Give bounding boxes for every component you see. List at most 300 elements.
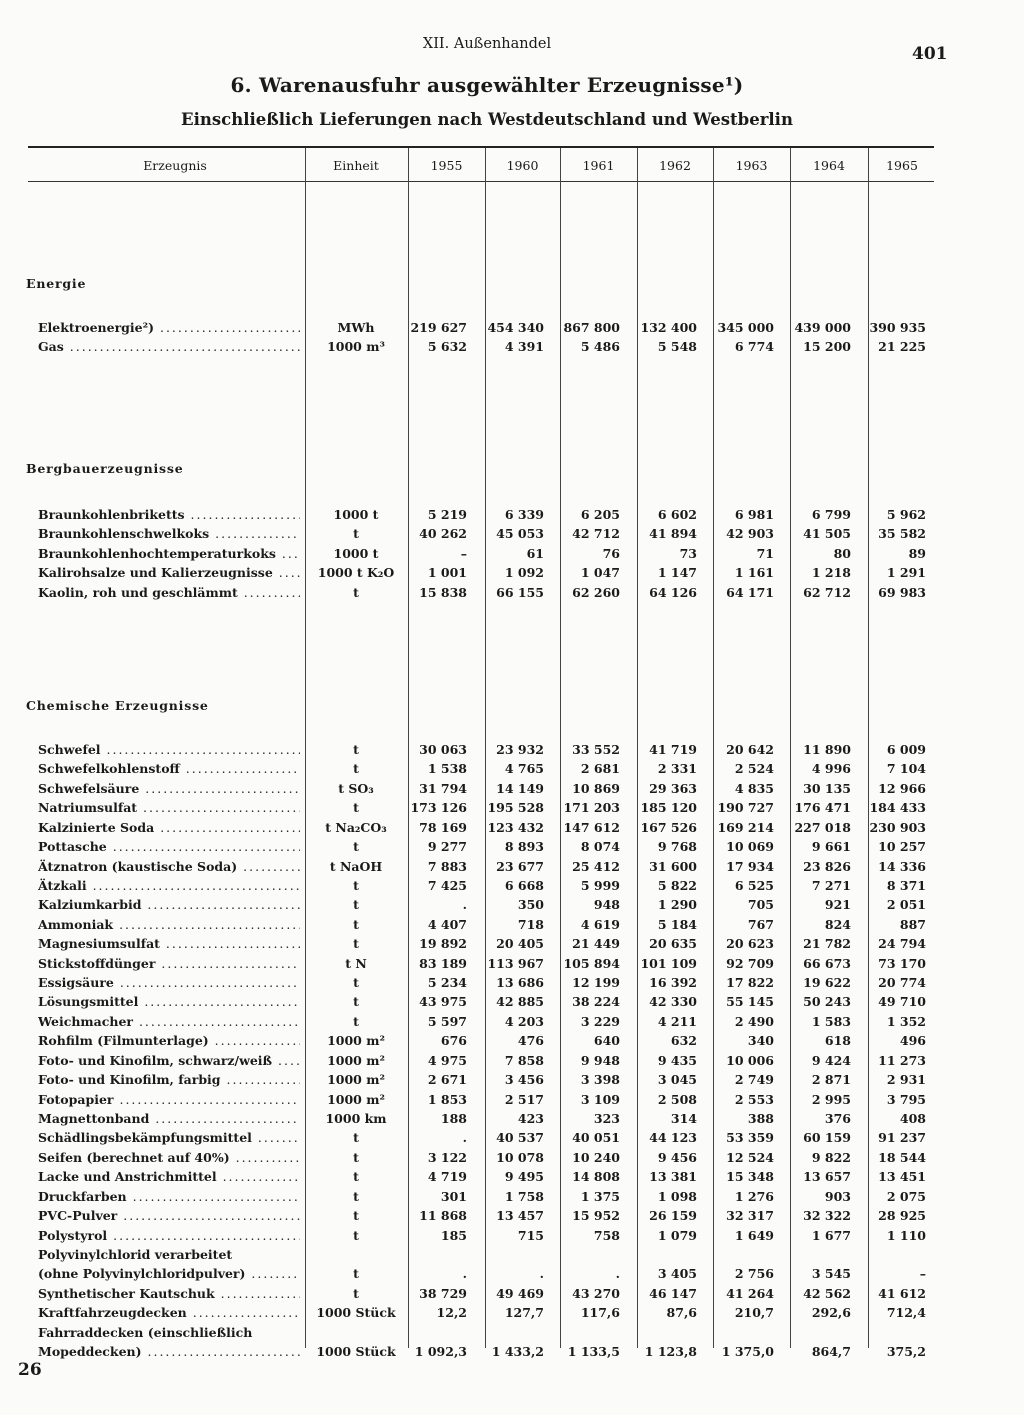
value-cell-1955: 30 063 (419, 742, 467, 757)
table-row (0, 837, 1024, 857)
value-cell-1960: 113 967 (487, 955, 544, 971)
value-cell-1962: 64 126 (649, 584, 697, 600)
value-cell-1955: 185 (440, 1227, 467, 1243)
value-cell-1965: 408 (899, 1110, 926, 1126)
value-cell-1961: 43 270 (572, 1285, 620, 1301)
value-cell-1963: 32 317 (726, 1208, 774, 1224)
row-label: (ohne Polyvinylchloridpulver) ..... (38, 1264, 300, 1284)
row-unit: t (353, 1227, 359, 1243)
value-cell-1962: 42 330 (649, 994, 697, 1010)
value-cell-1960: 4 765 (504, 761, 544, 777)
value-cell-1963: 41 264 (726, 1285, 774, 1301)
value-cell-1964: 32 322 (803, 1208, 851, 1224)
value-cell-1965: 2 075 (886, 1188, 926, 1204)
value-cell-1962: 31 600 (649, 858, 697, 874)
row-unit: t (353, 526, 359, 542)
value-cell-1955: 1 092,3 (414, 1344, 467, 1360)
value-cell-1955: 38 729 (419, 1285, 467, 1301)
table-row (0, 1051, 1024, 1071)
value-cell-1961: 33 552 (572, 742, 620, 757)
running-head: XII. Außenhandel (422, 36, 552, 52)
column-header-1963: 1963 (735, 158, 768, 173)
value-cell-1962: 5 822 (657, 877, 697, 893)
value-cell-1964: 1 677 (811, 1227, 851, 1243)
value-cell-1965: 7 104 (886, 761, 926, 777)
value-cell-1962: 632 (670, 1033, 697, 1049)
value-cell-1964: 13 657 (803, 1169, 851, 1185)
row-label: Polyvinylchlorid verarbeitet (38, 1246, 233, 1262)
table-row (0, 1226, 1024, 1246)
value-cell-1965: 49 710 (878, 994, 926, 1010)
value-cell-1962: 167 526 (640, 819, 697, 835)
value-cell-1961: 640 (593, 1033, 620, 1049)
value-cell-1964: 176 471 (794, 800, 851, 816)
row-unit: t (353, 994, 359, 1010)
value-cell-1962: 185 120 (640, 800, 697, 816)
value-cell-1965: 69 983 (878, 584, 926, 600)
value-cell-1965: 2 051 (886, 897, 926, 913)
value-cell-1964: 7 271 (811, 877, 851, 893)
value-cell-1955: 1 001 (427, 565, 467, 581)
table-row (0, 1245, 1024, 1265)
value-cell-1960: 1 092 (504, 565, 544, 581)
value-cell-1960: 20 405 (496, 936, 544, 952)
row-label: Braunkohlenhochtemperaturkoks ..... (38, 544, 300, 564)
value-cell-1962: 1 079 (657, 1227, 697, 1243)
row-label: PVC-Pulver ..... (38, 1206, 300, 1226)
value-cell-1955: 3 122 (427, 1149, 467, 1165)
row-unit: 1000 Stück (316, 1344, 396, 1360)
value-cell-1955: . (462, 1130, 467, 1146)
value-cell-1960: 9 495 (504, 1169, 544, 1185)
value-cell-1963: 705 (747, 897, 774, 913)
column-header-erzeugnis: Erzeugnis (143, 158, 207, 173)
column-header-1955: 1955 (430, 158, 463, 173)
row-unit: t (353, 800, 359, 816)
value-cell-1964: 80 (833, 545, 851, 561)
value-cell-1955: 1 853 (427, 1091, 467, 1107)
value-cell-1962: 3 405 (657, 1266, 697, 1282)
value-cell-1961: 1 133,5 (567, 1344, 620, 1360)
value-cell-1963: 2 553 (734, 1091, 774, 1107)
value-cell-1960: 1 758 (504, 1188, 544, 1204)
value-cell-1960: 715 (517, 1227, 544, 1243)
value-cell-1964: 618 (824, 1033, 851, 1049)
value-cell-1960: 66 155 (496, 584, 544, 600)
value-cell-1964: 9 822 (811, 1149, 851, 1165)
value-cell-1960: 40 537 (496, 1130, 544, 1146)
value-cell-1962: 41 719 (649, 742, 697, 757)
table-subtitle: Einschließlich Lieferungen nach Westdeutschland und Westberlin (181, 110, 793, 129)
row-label: Kraftfahrzeugdecken ..... (38, 1303, 300, 1323)
row-unit: 1000 t (333, 507, 379, 522)
value-cell-1955: 4 975 (427, 1052, 467, 1068)
value-cell-1955: 5 632 (427, 339, 467, 355)
value-cell-1964: 60 159 (803, 1130, 851, 1146)
value-cell-1955: 12,2 (436, 1305, 467, 1321)
column-header-1962: 1962 (659, 158, 691, 173)
row-unit: t (353, 1130, 359, 1146)
value-cell-1960: 6 668 (504, 877, 544, 893)
value-cell-1961: 867 800 (563, 320, 620, 335)
value-cell-1961: 147 612 (563, 819, 620, 835)
section-heading: Energie (26, 276, 87, 291)
value-cell-1963: 55 145 (726, 994, 774, 1010)
value-cell-1965: 89 (908, 545, 926, 561)
value-cell-1962: 16 392 (649, 975, 697, 991)
value-cell-1961: 5 486 (580, 339, 620, 355)
value-cell-1963: 345 000 (717, 320, 774, 335)
value-cell-1961: 12 199 (572, 975, 620, 991)
value-cell-1961: 2 681 (580, 761, 620, 777)
value-cell-1955: 5 597 (427, 1013, 467, 1029)
row-label: Kaolin, roh und geschlämmt ..... (38, 583, 300, 603)
value-cell-1955: – (460, 545, 467, 561)
row-label: Ätznatron (kaustische Soda) ..... (38, 857, 300, 877)
value-cell-1960: 61 (526, 545, 544, 561)
value-cell-1960: 13 686 (496, 975, 544, 991)
value-cell-1960: 6 339 (504, 507, 544, 522)
value-cell-1963: 210,7 (734, 1305, 774, 1321)
row-label: Schädlingsbekämpfungsmittel ..... (38, 1128, 300, 1148)
row-unit: 1000 m² (327, 1072, 385, 1088)
value-cell-1964: 4 996 (811, 761, 851, 777)
value-cell-1963: 388 (747, 1110, 774, 1126)
value-cell-1960: 123 432 (487, 819, 544, 835)
row-unit: t (353, 742, 359, 757)
table-row (0, 505, 1024, 525)
value-cell-1962: 26 159 (649, 1208, 697, 1224)
column-header-1960: 1960 (506, 158, 539, 173)
value-cell-1961: 21 449 (572, 936, 620, 952)
row-label: Kalirohsalze und Kalierzeugnisse ..... (38, 563, 300, 583)
value-cell-1961: 323 (593, 1110, 620, 1126)
value-cell-1962: 132 400 (640, 320, 697, 335)
value-cell-1961: 8 074 (580, 839, 620, 855)
value-cell-1962: 87,6 (666, 1305, 697, 1321)
value-cell-1961: 171 203 (563, 800, 620, 816)
value-cell-1955: 1 538 (427, 761, 467, 777)
row-unit: t (353, 916, 359, 932)
value-cell-1955: 173 126 (410, 800, 467, 816)
table-row (0, 524, 1024, 544)
row-label: Magnesiumsulfat ..... (38, 934, 300, 954)
value-cell-1955: . (462, 897, 467, 913)
value-cell-1965: 8 371 (886, 877, 926, 893)
value-cell-1960: 42 885 (496, 994, 544, 1010)
value-cell-1955: 19 892 (419, 936, 467, 952)
section-heading: Chemische Erzeugnisse (26, 698, 209, 713)
value-cell-1955: 676 (440, 1033, 467, 1049)
value-cell-1962: 46 147 (649, 1285, 697, 1301)
row-unit: t (353, 936, 359, 952)
value-cell-1964: 439 000 (794, 320, 851, 335)
row-unit: 1000 km (325, 1110, 387, 1126)
row-label: Ammoniak ..... (38, 915, 300, 935)
row-label: Braunkohlenbriketts ..... (38, 505, 300, 525)
value-cell-1965: 10 257 (878, 839, 926, 855)
table-row (0, 759, 1024, 779)
value-cell-1960: 127,7 (504, 1305, 544, 1321)
value-cell-1961: 76 (602, 545, 620, 561)
row-unit: t NaOH (329, 858, 383, 874)
value-cell-1961: 62 260 (572, 584, 620, 600)
value-cell-1964: 15 200 (803, 339, 851, 355)
value-cell-1960: 2 517 (504, 1091, 544, 1107)
row-unit: t N (345, 955, 367, 971)
value-cell-1965: 2 931 (886, 1072, 926, 1088)
value-cell-1964: 19 622 (803, 975, 851, 991)
table-title: 6. Warenausfuhr ausgewählter Erzeugnisse¹) (230, 73, 744, 97)
value-cell-1964: 2 871 (811, 1072, 851, 1088)
value-cell-1963: 10 006 (726, 1052, 774, 1068)
value-cell-1955: 219 627 (410, 320, 467, 335)
value-cell-1963: 15 348 (726, 1169, 774, 1185)
value-cell-1960: 4 203 (504, 1013, 544, 1029)
value-cell-1965: 5 962 (886, 507, 926, 522)
value-cell-1962: 20 635 (649, 936, 697, 952)
value-cell-1964: 23 826 (803, 858, 851, 874)
table-row (0, 798, 1024, 818)
value-cell-1962: 1 147 (657, 565, 697, 581)
value-cell-1964: 2 995 (811, 1091, 851, 1107)
row-unit: t (353, 897, 359, 913)
value-cell-1961: 105 894 (563, 955, 620, 971)
value-cell-1965: 6 009 (886, 742, 926, 757)
value-cell-1961: 6 205 (580, 507, 620, 522)
value-cell-1965: – (919, 1266, 926, 1282)
table-row (0, 1187, 1024, 1207)
value-cell-1961: 3 229 (580, 1013, 620, 1029)
value-cell-1955: 4 407 (427, 916, 467, 932)
table-row (0, 583, 1024, 603)
value-cell-1964: 292,6 (811, 1305, 851, 1321)
value-cell-1960: . (539, 1266, 544, 1282)
column-header-1961: 1961 (582, 158, 615, 173)
value-cell-1962: 3 045 (657, 1072, 697, 1088)
value-cell-1960: 423 (517, 1110, 544, 1126)
value-cell-1961: 38 224 (572, 994, 620, 1010)
row-label: Essigsäure ..... (38, 973, 300, 993)
value-cell-1960: 13 457 (496, 1208, 544, 1224)
value-cell-1963: 190 727 (717, 800, 774, 816)
value-cell-1962: 314 (670, 1110, 697, 1126)
row-unit: 1000 m² (327, 1052, 385, 1068)
page-number: 401 (912, 44, 948, 64)
table-row (0, 1264, 1024, 1284)
value-cell-1962: 2 508 (657, 1091, 697, 1107)
value-cell-1955: 15 838 (419, 584, 467, 600)
value-cell-1964: 62 712 (803, 584, 851, 600)
table-row (0, 1012, 1024, 1032)
row-label: Schwefel ..... (38, 740, 300, 760)
value-cell-1962: 1 290 (657, 897, 697, 913)
table-row (0, 1109, 1024, 1129)
value-cell-1964: 1 583 (811, 1013, 851, 1029)
table-header-rule (28, 181, 934, 182)
value-cell-1962: 101 109 (640, 955, 697, 971)
value-cell-1963: 64 171 (726, 584, 774, 600)
row-unit: t (353, 1169, 359, 1185)
value-cell-1964: 50 243 (803, 994, 851, 1010)
value-cell-1960: 1 433,2 (491, 1344, 544, 1360)
row-label: Rohfilm (Filmunterlage) ..... (38, 1031, 300, 1051)
table-row (0, 1070, 1024, 1090)
value-cell-1963: 1 276 (734, 1188, 774, 1204)
value-cell-1963: 169 214 (717, 819, 774, 835)
value-cell-1961: 40 051 (572, 1130, 620, 1146)
value-cell-1960: 45 053 (496, 526, 544, 542)
value-cell-1964: 864,7 (811, 1344, 851, 1360)
value-cell-1961: 1 047 (580, 565, 620, 581)
value-cell-1962: 9 456 (657, 1149, 697, 1165)
value-cell-1960: 23 677 (496, 858, 544, 874)
row-label: Kalzinierte Soda ..... (38, 818, 300, 838)
value-cell-1955: 5 219 (427, 507, 467, 522)
value-cell-1965: 14 336 (878, 858, 926, 874)
row-label: Braunkohlenschwelkoks ..... (38, 524, 300, 544)
table-row (0, 857, 1024, 877)
value-cell-1963: 17 934 (726, 858, 774, 874)
value-cell-1965: 35 582 (878, 526, 926, 542)
table-row (0, 544, 1024, 564)
value-cell-1963: 2 749 (734, 1072, 774, 1088)
value-cell-1963: 2 756 (734, 1266, 774, 1282)
value-cell-1963: 42 903 (726, 526, 774, 542)
value-cell-1964: 30 135 (803, 780, 851, 796)
value-cell-1965: 21 225 (878, 339, 926, 355)
table-row (0, 954, 1024, 974)
row-unit: 1000 m³ (327, 339, 385, 355)
value-cell-1963: 17 822 (726, 975, 774, 991)
value-cell-1964: 903 (824, 1188, 851, 1204)
value-cell-1962: 1 098 (657, 1188, 697, 1204)
value-cell-1961: 42 712 (572, 526, 620, 542)
table-row (0, 1284, 1024, 1304)
row-unit: t (353, 975, 359, 991)
table-row (0, 1167, 1024, 1187)
value-cell-1963: 2 490 (734, 1013, 774, 1029)
value-cell-1965: 230 903 (869, 819, 926, 835)
row-label: Gas ..... (38, 337, 300, 357)
value-cell-1960: 7 858 (504, 1052, 544, 1068)
value-cell-1965: 24 794 (878, 936, 926, 952)
row-label: Ätzkali ..... (38, 876, 300, 896)
value-cell-1961: 10 869 (572, 780, 620, 796)
footer-page-marker: 26 (18, 1360, 42, 1380)
row-label: Magnettonband ..... (38, 1109, 300, 1129)
row-label: Pottasche ..... (38, 837, 300, 857)
table-row (0, 563, 1024, 583)
row-unit: 1000 t K₂O (317, 565, 395, 581)
value-cell-1961: 15 952 (572, 1208, 620, 1224)
row-label: Foto- und Kinofilm, schwarz/weiß ..... (38, 1051, 300, 1071)
value-cell-1961: . (615, 1266, 620, 1282)
value-cell-1965: 184 433 (869, 800, 926, 816)
table-row (0, 318, 1024, 338)
value-cell-1963: 1 161 (734, 565, 774, 581)
row-unit: 1000 t (333, 545, 379, 561)
row-unit: t Na₂CO₃ (325, 819, 387, 835)
table-row (0, 876, 1024, 896)
value-cell-1955: 301 (440, 1188, 467, 1204)
value-cell-1955: 7 425 (427, 877, 467, 893)
row-unit: t (353, 584, 359, 600)
value-cell-1964: 1 218 (811, 565, 851, 581)
row-label: Foto- und Kinofilm, farbig ..... (38, 1070, 300, 1090)
value-cell-1955: 9 277 (427, 839, 467, 855)
value-cell-1961: 25 412 (572, 858, 620, 874)
value-cell-1960: 10 078 (496, 1149, 544, 1165)
value-cell-1960: 195 528 (487, 800, 544, 816)
value-cell-1955: 78 169 (419, 819, 467, 835)
value-cell-1964: 3 545 (811, 1266, 851, 1282)
value-cell-1962: 1 123,8 (644, 1344, 697, 1360)
value-cell-1965: 1 110 (886, 1227, 926, 1243)
value-cell-1964: 66 673 (803, 955, 851, 971)
value-cell-1963: 4 835 (734, 780, 774, 796)
value-cell-1960: 49 469 (496, 1285, 544, 1301)
value-cell-1961: 3 398 (580, 1072, 620, 1088)
value-cell-1961: 5 999 (580, 877, 620, 893)
row-label: Fotopapier ..... (38, 1090, 300, 1110)
value-cell-1962: 6 602 (657, 507, 697, 522)
row-label: Mopeddecken) ..... (38, 1342, 300, 1362)
table-row (0, 1148, 1024, 1168)
value-cell-1960: 14 149 (496, 780, 544, 796)
value-cell-1955: 83 189 (419, 955, 467, 971)
value-cell-1962: 41 894 (649, 526, 697, 542)
row-unit: t (353, 877, 359, 893)
value-cell-1961: 758 (593, 1227, 620, 1243)
value-cell-1963: 6 774 (734, 339, 774, 355)
value-cell-1963: 6 981 (734, 507, 774, 522)
value-cell-1965: 20 774 (878, 975, 926, 991)
value-cell-1965: 496 (899, 1033, 926, 1049)
value-cell-1965: 3 795 (886, 1091, 926, 1107)
value-cell-1961: 10 240 (572, 1149, 620, 1165)
row-label: Schwefelsäure ..... (38, 779, 300, 799)
column-header-1964: 1964 (813, 158, 845, 173)
value-cell-1961: 14 808 (572, 1169, 620, 1185)
row-label: Weichmacher ..... (38, 1012, 300, 1032)
value-cell-1955: . (462, 1266, 467, 1282)
value-cell-1964: 9 661 (811, 839, 851, 855)
value-cell-1962: 5 184 (657, 916, 697, 932)
row-label: Elektroenergie²) ..... (38, 318, 300, 338)
row-label: Druckfarben ..... (38, 1187, 300, 1207)
value-cell-1965: 13 451 (878, 1169, 926, 1185)
value-cell-1963: 767 (747, 916, 774, 932)
value-cell-1962: 29 363 (649, 780, 697, 796)
value-cell-1963: 71 (756, 545, 774, 561)
value-cell-1965: 73 170 (878, 955, 926, 971)
value-cell-1960: 23 932 (496, 742, 544, 757)
value-cell-1964: 11 890 (803, 742, 851, 757)
value-cell-1963: 340 (747, 1033, 774, 1049)
value-cell-1964: 921 (824, 897, 851, 913)
value-cell-1964: 227 018 (794, 819, 851, 835)
table-row (0, 1342, 1024, 1362)
table-top-rule (28, 146, 934, 148)
value-cell-1963: 53 359 (726, 1130, 774, 1146)
value-cell-1960: 718 (517, 916, 544, 932)
value-cell-1960: 350 (517, 897, 544, 913)
table-row (0, 915, 1024, 935)
value-cell-1964: 42 562 (803, 1285, 851, 1301)
table-row (0, 337, 1024, 357)
row-unit: t (353, 1149, 359, 1165)
